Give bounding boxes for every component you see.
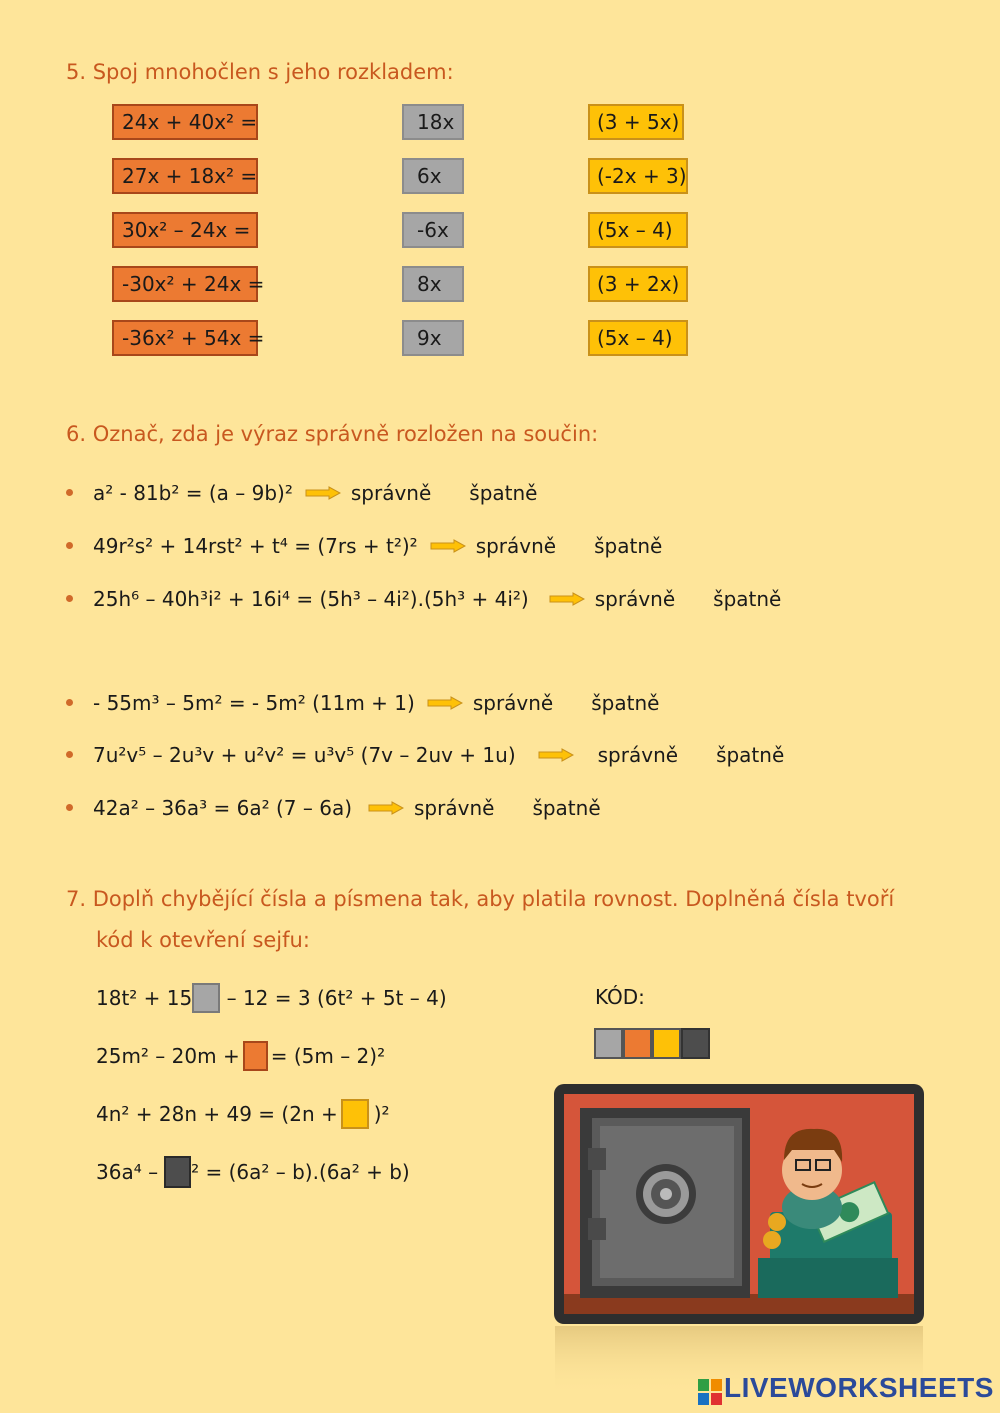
- bullet-icon: [66, 542, 73, 549]
- q5-polynomial-2[interactable]: 27x + 18x² =: [112, 158, 258, 194]
- option-wrong[interactable]: špatně: [591, 691, 660, 715]
- q7-equation-4: [96, 1156, 410, 1188]
- q6-expression: - 55m³ – 5m² = - 5m² (11m + 1): [93, 691, 415, 715]
- bullet-icon: [66, 751, 73, 758]
- q5-factor-4[interactable]: 8x: [402, 266, 464, 302]
- q6-expression: 25h⁶ – 40h³i² + 16i⁴ = (5h³ – 4i²).(5h³ + 4i²): [93, 587, 529, 611]
- option-wrong[interactable]: špatně: [594, 534, 663, 558]
- q5-bracket-5[interactable]: (5x – 4): [588, 320, 688, 356]
- q6-item: [66, 532, 662, 560]
- option-correct[interactable]: správně: [475, 534, 557, 558]
- bullet-icon: [66, 595, 73, 602]
- q5-bracket-3[interactable]: (5x – 4): [588, 212, 688, 248]
- option-wrong[interactable]: špatně: [713, 587, 782, 611]
- option-correct[interactable]: správně: [350, 481, 432, 505]
- q6-item: [66, 741, 784, 769]
- q5-bracket-4[interactable]: (3 + 2x): [588, 266, 688, 302]
- q5-bracket-1[interactable]: (3 + 5x): [588, 104, 684, 140]
- q6-item: [66, 794, 601, 822]
- equation-part: 4n² + 28n + 49 = (2n +: [96, 1102, 338, 1126]
- q5-factor-3[interactable]: -6x: [402, 212, 464, 248]
- q7-heading-line2: kód k otevření sejfu:: [96, 928, 310, 952]
- q7-equation-2: [96, 1040, 385, 1072]
- q6-expression: 49r²s² + 14rst² + t⁴ = (7rs + t²)²: [93, 534, 418, 558]
- option-wrong[interactable]: špatně: [469, 481, 538, 505]
- q5-polynomial-1[interactable]: 24x + 40x² =: [112, 104, 258, 140]
- safe-illustration: [552, 1082, 926, 1398]
- equation-part: )²: [373, 1102, 390, 1126]
- q5-polynomial-5[interactable]: -36x² + 54x =: [112, 320, 258, 356]
- q6-heading: 6. Označ, zda je výraz správně rozložen na součin:: [66, 422, 599, 446]
- arrow-right-icon: [305, 486, 341, 500]
- code-slot-orange[interactable]: [623, 1028, 652, 1059]
- q6-expression: 7u²v⁵ – 2u³v + u²v² = u³v⁵ (7v – 2uv + 1u): [93, 743, 516, 767]
- orange-blank[interactable]: [243, 1041, 268, 1071]
- code-slot-dark[interactable]: [681, 1028, 710, 1059]
- code-slot-yellow[interactable]: [652, 1028, 681, 1059]
- q7-equation-3: [96, 1098, 390, 1130]
- equation-part: = (5m – 2)²: [270, 1044, 386, 1068]
- equation-part: ² = (6a² – b).(6a² + b): [191, 1160, 410, 1184]
- gray-blank[interactable]: [192, 983, 220, 1013]
- code-slot-gray[interactable]: [594, 1028, 623, 1059]
- equation-part: 18t² + 15: [96, 986, 193, 1010]
- q6-expression: 42a² – 36a³ = 6a² (7 – 6a): [93, 796, 353, 820]
- q6-expression: a² - 81b² = (a – 9b)²: [93, 481, 293, 505]
- yellow-blank[interactable]: [341, 1099, 369, 1129]
- q5-factor-2[interactable]: 6x: [402, 158, 464, 194]
- option-wrong[interactable]: špatně: [716, 743, 785, 767]
- option-wrong[interactable]: špatně: [532, 796, 601, 820]
- option-correct[interactable]: správně: [597, 743, 679, 767]
- q5-bracket-2[interactable]: (-2x + 3): [588, 158, 688, 194]
- arrow-right-icon: [549, 592, 585, 606]
- q5-factor-1[interactable]: 18x: [402, 104, 464, 140]
- q5-polynomial-4[interactable]: -30x² + 24x =: [112, 266, 258, 302]
- bullet-icon: [66, 489, 73, 496]
- equation-part: – 12 = 3 (6t² + 5t – 4): [220, 986, 447, 1010]
- option-correct[interactable]: správně: [594, 587, 676, 611]
- q7-heading: 7. Doplň chybějící čísla a písmena tak, aby platila rovnost. Doplněná čísla tvoří: [66, 887, 895, 911]
- q5-heading: 5. Spoj mnohočlen s jeho rozkladem:: [66, 60, 454, 84]
- q5-polynomial-3[interactable]: 30x² – 24x =: [112, 212, 258, 248]
- arrow-right-icon: [368, 801, 404, 815]
- bullet-icon: [66, 699, 73, 706]
- bullet-icon: [66, 804, 73, 811]
- arrow-right-icon: [430, 539, 466, 553]
- option-correct[interactable]: správně: [414, 796, 495, 820]
- code-label: KÓD:: [595, 985, 645, 1009]
- equation-part: 36a⁴ –: [96, 1160, 159, 1184]
- dark-blank[interactable]: [164, 1156, 191, 1188]
- q7-equation-1: [96, 982, 447, 1014]
- liveworksheets-icon: [698, 1379, 722, 1405]
- q6-item: [66, 689, 659, 717]
- arrow-right-icon: [538, 748, 574, 762]
- arrow-right-icon: [427, 696, 463, 710]
- brand-name: LIVEWORKSHEETS: [724, 1372, 994, 1403]
- q5-factor-5[interactable]: 9x: [402, 320, 464, 356]
- q6-item: [66, 585, 781, 613]
- q6-item: [66, 479, 537, 507]
- equation-part: 25m² – 20m +: [96, 1044, 240, 1068]
- option-correct[interactable]: správně: [472, 691, 554, 715]
